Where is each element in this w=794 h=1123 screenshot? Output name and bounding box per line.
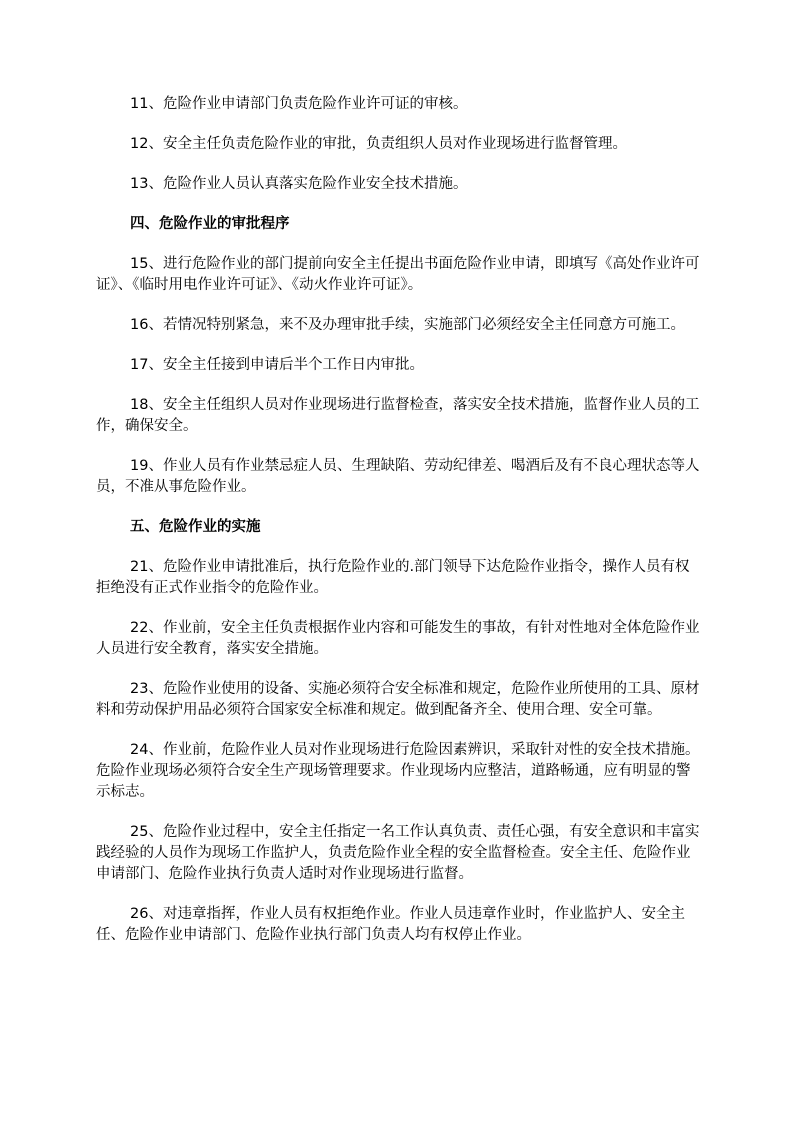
paragraph-22: 22、作业前，安全主任负责根据作业内容和可能发生的事故，有针对性地对全体危险作业人员进行安全教育，落实安全措施。	[96, 620, 700, 657]
paragraph-21: 21、危险作业申请批准后，执行危险作业的.部门领导下达危险作业指令，操作人员有权拒绝没有正式作业指令的危险作业。	[96, 559, 690, 596]
paragraph-25: 25、危险作业过程中，安全主任指定一名工作认真负责、责任心强，有安全意识和丰富实践经验的人员作为现场工作监护人，负责危险作业全程的安全监督检查。安全主任、危险作业申请部门、危险作业执行负责人适时对作业现场进行监督。	[96, 824, 700, 882]
paragraph-23: 23、危险作业使用的设备、实施必须符合安全标准和规定，危险作业所使用的工具、原材料和劳动保护用品必须符合国家安全标准和规定。做到配备齐全、使用合理、安全可靠。	[96, 681, 700, 718]
paragraph-13: 13、危险作业人员认真落实危险作业安全技术措施。	[130, 176, 468, 192]
paragraph-18: 18、安全主任组织人员对作业现场进行监督检查，落实安全技术措施，监督作业人员的工作，确保安全。	[96, 397, 700, 434]
paragraph-17: 17、安全主任接到申请后半个工作日内审批。	[130, 357, 424, 373]
section-heading-implementation: 五、危险作业的实施	[130, 519, 261, 535]
paragraph-15: 15、进行危险作业的部门提前向安全主任提出书面危险作业申请，即填写《高处作业许可证》、《临时用电作业许可证》、《动火作业许可证》。	[96, 256, 700, 293]
paragraph-12: 12、安全主任负责危险作业的审批，负责组织人员对作业现场进行监督管理。	[130, 136, 627, 152]
section-heading-approval-procedure: 四、危险作业的审批程序	[130, 216, 290, 232]
paragraph-24: 24、作业前，危险作业人员对作业现场进行危险因素辨识，采取针对性的安全技术措施。危险作业现场必须符合安全生产现场管理要求。作业现场内应整洁，道路畅通，应有明显的警示标志。	[96, 742, 700, 800]
paragraph-11: 11、危险作业申请部门负责危险作业许可证的审核。	[130, 96, 468, 112]
document-body	[96, 94, 700, 946]
paragraph-19: 19、作业人员有作业禁忌症人员、生理缺陷、劳动纪律差、喝酒后及有不良心理状态等人员，不准从事危险作业。	[96, 458, 700, 495]
paragraph-16: 16、若情况特别紧急，来不及办理审批手续，实施部门必须经安全主任同意方可施工。	[130, 317, 685, 333]
paragraph-26: 26、对违章指挥，作业人员有权拒绝作业。作业人员违章作业时，作业监护人、安全主任、危险作业申请部门、危险作业执行部门负责人均有权停止作业。	[96, 906, 685, 943]
